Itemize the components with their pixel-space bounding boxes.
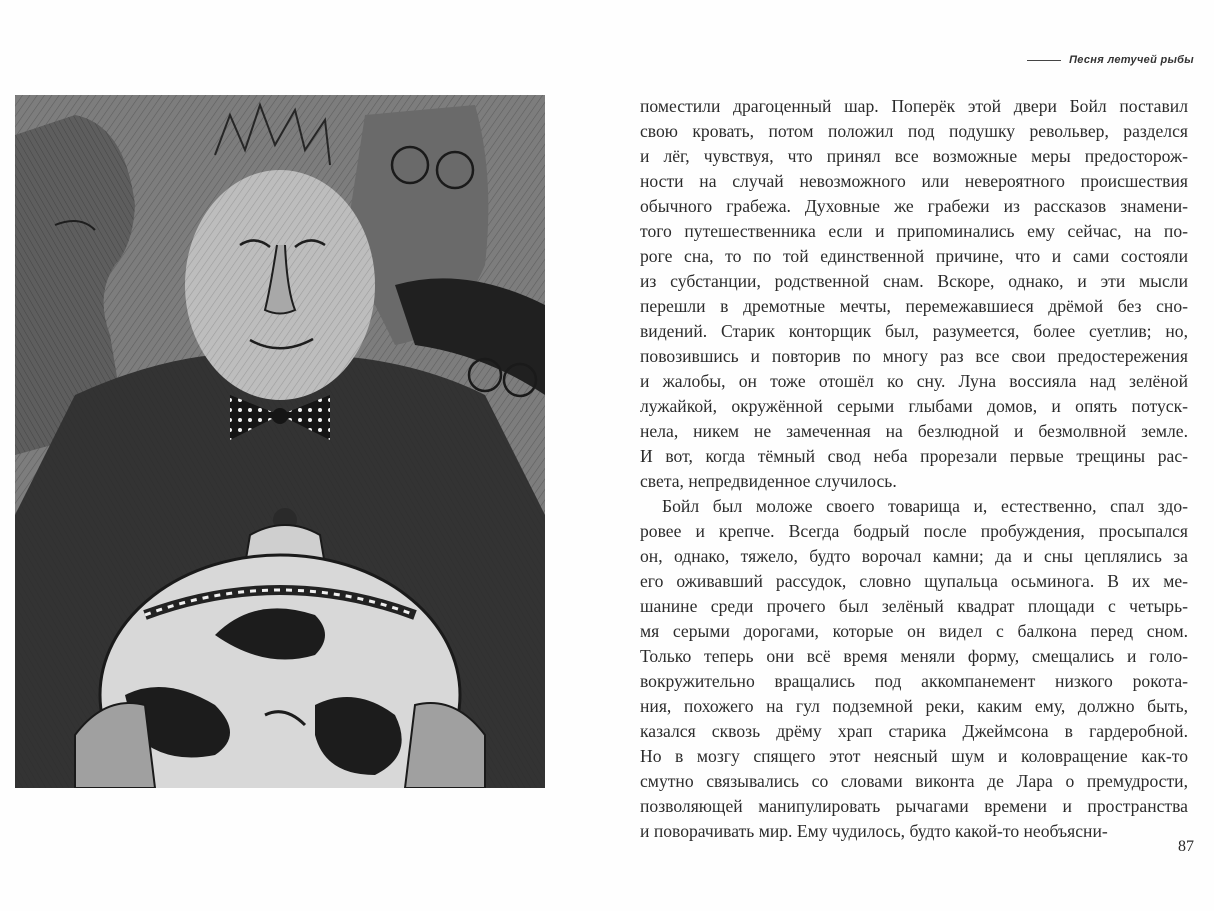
text-line: Бойл был моложе своего товарища и, естественно, спал здо- xyxy=(662,496,1188,516)
text-line: ровее и крепче. Всегда бодрый после пробуждения, просыпался xyxy=(640,521,1188,541)
text-line: Только теперь они всё время меняли форму, смещались и голо- xyxy=(640,646,1188,666)
text-line: вокружительно вращались под аккомпанемент низкого рокота- xyxy=(640,671,1188,691)
text-line: нела, никем не замеченная на безлюдной и безмолвной земле. xyxy=(640,421,1188,441)
illustration xyxy=(15,95,545,788)
header-rule xyxy=(1027,60,1061,61)
text-line: и жалобы, он тоже отошёл ко сну. Луна воссияла над зелёной xyxy=(640,371,1188,391)
text-line: свою кровать, потом положил под подушку револьвер, разделся xyxy=(640,121,1188,141)
text-line: его оживавший рассудок, словно щупальца осьминога. В их ме- xyxy=(640,571,1188,591)
text-line: поместили драгоценный шар. Поперёк этой двери Бойл поставил xyxy=(640,96,1188,116)
text-line: роге сна, то по той единственной причине, что и сами состояли xyxy=(640,246,1188,266)
text-line: позволяющей манипулировать рычагами времени и пространства xyxy=(640,796,1188,816)
text-line: казался сквозь дрёму храп старика Джеймсона в гардеробной. xyxy=(640,721,1188,741)
running-header xyxy=(1027,50,1194,70)
text-line: лужайкой, окружённой серыми глыбами домов, и опять потуск- xyxy=(640,396,1188,416)
text-line: шанине среди прочего был зелёный квадрат площади с четырь- xyxy=(640,596,1188,616)
text-line: ния, похожего на гул подземной реки, каким ему, должно быть, xyxy=(640,696,1188,716)
text-line: мя серыми дорогами, которые он видел с балкона перед сном. xyxy=(640,621,1188,641)
text-line: и лёг, чувствуя, что принял все возможные меры предосторож- xyxy=(640,146,1188,166)
text-line: повозившись и повторив по многу раз все свои предостережения xyxy=(640,346,1188,366)
text-line: Но в мозгу спящего этот неясный шум и коловращение как-то xyxy=(640,746,1188,766)
text-line: света, непредвиденное случилось. xyxy=(640,471,897,491)
text-line: и поворачивать мир. Ему чудилось, будто какой-то необъясни- xyxy=(640,821,1108,841)
text-line: из субстанции, родственной снам. Вскоре, однако, и эти мысли xyxy=(640,271,1188,291)
text-line: И вот, когда тёмный свод неба прорезали первые трещины рас- xyxy=(640,446,1188,466)
body-text xyxy=(640,94,1188,844)
text-line: обычного грабежа. Духовные же грабежи из рассказов знамени- xyxy=(640,196,1188,216)
illustration-drawing xyxy=(15,95,545,788)
page-number: 87 xyxy=(1178,838,1194,855)
text-line: ности на случай невозможного или невероятного происшествия xyxy=(640,171,1188,191)
text-line: того путешественника если и припоминались ему сейчас, на по- xyxy=(640,221,1188,241)
running-header-title: Песня летучей рыбы xyxy=(1069,54,1194,66)
text-line: он, однако, тяжело, будто ворочал камни; да и сны цеплялись за xyxy=(640,546,1188,566)
text-line: смутно связывались со словами виконта де Лара о премудрости, xyxy=(640,771,1188,791)
text-line: видений. Старик конторщик был, разумеется, более суетлив; но, xyxy=(640,321,1188,341)
text-line: перешли в дремотные мечты, перемежавшиеся дрёмой без сно- xyxy=(640,296,1188,316)
